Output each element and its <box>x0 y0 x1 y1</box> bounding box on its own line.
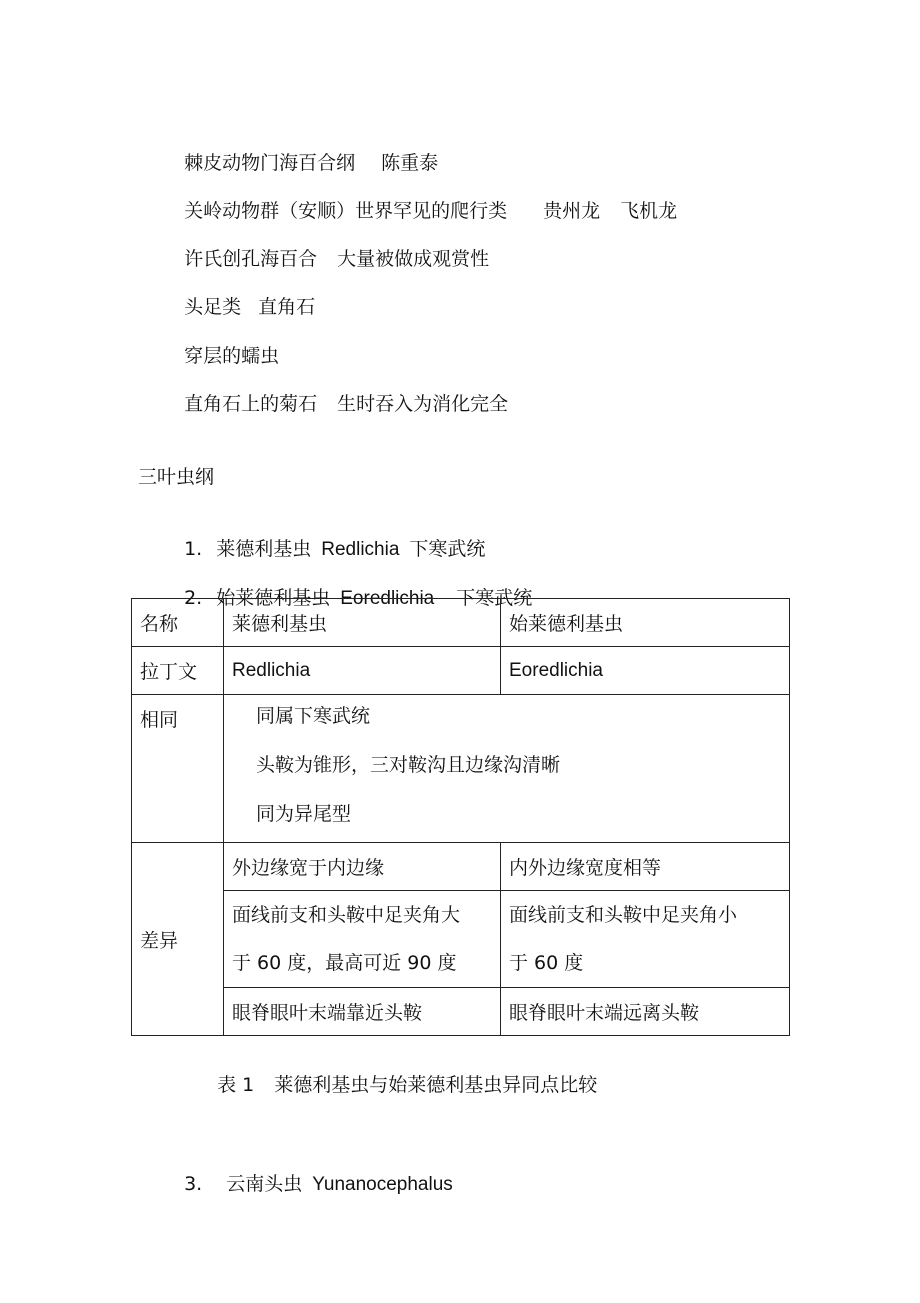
diff-2-a-line-2: 于 60 度，最高可近 90 度 <box>232 952 457 974</box>
item-3-cn: 云南头虫 <box>226 1173 303 1195</box>
caption-label: 表 1 <box>217 1074 255 1096</box>
item-1-latin: Redlichia <box>321 539 400 560</box>
table-row-diff-2 <box>132 891 790 988</box>
same-line-1: 同属下寒武统 <box>256 705 371 727</box>
cell-diff-2-a <box>224 891 501 988</box>
line-6-part-a: 直角石上的菊石 <box>184 393 318 415</box>
cell-same-content <box>224 695 790 843</box>
cell-name-a: 莱德利基虫 <box>224 599 501 647</box>
text-line-2 <box>172 175 677 223</box>
cell-latin-b: Eoredlichia <box>501 647 790 695</box>
line-3-part-b: 大量被做成观赏性 <box>337 248 490 270</box>
section-title: 三叶虫纲 <box>138 466 215 488</box>
text-line-4 <box>172 271 315 319</box>
list-item-1 <box>172 513 485 562</box>
text-line-3 <box>172 223 489 271</box>
item-3-latin: Yunanocephalus <box>312 1174 453 1195</box>
cell-diff-label: 差异 <box>132 843 224 1036</box>
diff-2-a-line-1: 面线前支和头鞍中足夹角大 <box>232 904 461 926</box>
item-1-cn: 莱德利基虫 <box>216 538 312 560</box>
text-line-6 <box>172 368 508 416</box>
cell-diff-2-b <box>501 891 790 988</box>
cell-diff-1-a: 外边缘宽于内边缘 <box>224 843 501 891</box>
item-2-age: 下寒武统 <box>456 587 533 609</box>
item-3-num: 3. <box>184 1173 203 1195</box>
line-2-part-b: 贵州龙 <box>543 200 601 222</box>
item-2-latin: Eoredlichia <box>340 588 435 609</box>
table-row-diff-1 <box>132 843 790 891</box>
cell-same-label: 相同 <box>132 695 224 843</box>
line-2-part-c: 飞机龙 <box>620 200 678 222</box>
line-1-part-a: 棘皮动物门海百合纲 <box>184 152 356 174</box>
line-4-part-a: 头足类 <box>184 296 242 318</box>
table-caption <box>205 1049 597 1097</box>
cell-name-b: 始莱德利基虫 <box>501 599 790 647</box>
table-row-diff-3 <box>132 988 790 1036</box>
table-row-latin <box>132 647 790 695</box>
cell-name-label: 名称 <box>132 599 224 647</box>
list-item-3 <box>172 1148 453 1197</box>
line-5-part-a: 穿层的蠕虫 <box>184 345 280 367</box>
text-line-5 <box>172 320 279 368</box>
table-row-name <box>132 599 790 647</box>
diff-2-b-line-1: 面线前支和头鞍中足夹角小 <box>509 904 738 926</box>
cell-diff-3-a: 眼脊眼叶末端靠近头鞍 <box>224 988 501 1036</box>
item-1-num: 1. <box>184 538 203 560</box>
cell-latin-label: 拉丁文 <box>132 647 224 695</box>
same-line-2: 头鞍为锥形，三对鞍沟且边缘沟清晰 <box>256 754 561 776</box>
text-line-1 <box>172 127 438 175</box>
same-line-3: 同为异尾型 <box>256 803 352 825</box>
table-row-same <box>132 695 790 843</box>
item-2-num: 2. <box>184 587 203 609</box>
line-3-part-a: 许氏创孔海百合 <box>184 248 318 270</box>
item-1-age: 下寒武统 <box>409 538 486 560</box>
line-4-part-b: 直角石 <box>258 296 316 318</box>
line-2-part-a: 关岭动物群（安顺）世界罕见的爬行类 <box>184 200 508 222</box>
comparison-table <box>131 598 790 1036</box>
diff-2-b-line-2: 于 60 度 <box>509 952 584 974</box>
caption-text: 莱德利基虫与始莱德利基虫异同点比较 <box>274 1074 598 1096</box>
cell-latin-a: Redlichia <box>224 647 501 695</box>
line-6-part-b: 生时吞入为消化完全 <box>337 393 509 415</box>
cell-diff-3-b: 眼脊眼叶末端远离头鞍 <box>501 988 790 1036</box>
line-1-part-b: 陈重泰 <box>381 152 439 174</box>
item-2-cn: 始莱德利基虫 <box>216 587 331 609</box>
cell-diff-1-b: 内外边缘宽度相等 <box>501 843 790 891</box>
